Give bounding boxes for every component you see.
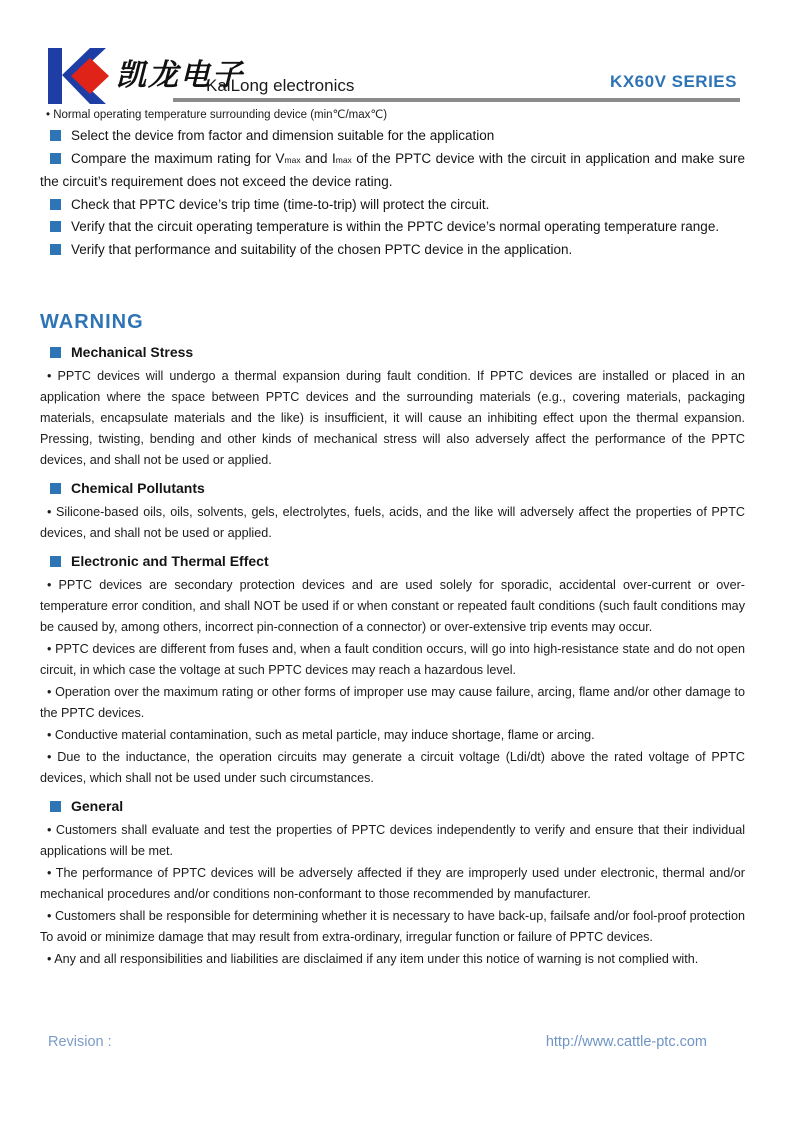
square-bullet-icon: [50, 801, 61, 812]
square-bullet-icon: [50, 153, 61, 164]
header-divider: [173, 98, 740, 102]
square-bullet-icon: [50, 483, 61, 494]
kailong-logo: [45, 47, 111, 105]
warning-paragraph: • Conductive material contamination, such as metal particle, may induce shortage, flame or arcing.: [47, 728, 595, 742]
warning-paragraph: • Due to the inductance, the operation circuits may generate a circuit voltage (Ldi/dt) above the rated voltage of PPTC devices, which shall not be used under such circumstances.: [40, 750, 745, 785]
warning-paragraph: • PPTC devices will undergo a thermal expansion during fault condition. If PPTC devices are installed or placed in an application where the space between PPTC devices and the surrounding materials (e.g., covering materials, packaging materials, encapsulate materials and the like) is insufficient, it will cause an inhibiting effect upon the thermal expansion. Pressing, twisting, bending and other kinds of mechanical stress will also adversely affect the performance of the PPTC devices, and shall not be used or applied.: [40, 369, 745, 467]
page-content: [40, 106, 745, 970]
warning-paragraph: • Silicone-based oils, oils, solvents, gels, electrolytes, fuels, acids, and the like will adversely affect the properties of PPTC devices, and shall not be used or applied.: [40, 505, 745, 540]
warning-paragraph: • Any and all responsibilities and liabilities are disclaimed if any item under this notice of warning is not complied with.: [47, 952, 699, 966]
warning-paragraph: • Customers shall evaluate and test the properties of PPTC devices independently to verify and ensure that their individual applications will be met.: [40, 823, 745, 858]
list-item-verify-performance: Verify that performance and suitability of the chosen PPTC device in the application.: [40, 239, 745, 261]
website-link[interactable]: http://www.cattle-ptc.com: [545, 1034, 707, 1050]
logo-k-icon: [45, 47, 111, 105]
warning-title: WARNING: [40, 311, 144, 333]
square-bullet-icon: [50, 221, 61, 232]
brand-name-english: KaiLong electronics: [206, 76, 355, 95]
list-item-verify-temperature: Verify that the circuit operating temperature is within the PPTC device’s normal operating temperature range.: [40, 216, 745, 238]
page-header: [0, 0, 793, 104]
brand-name-chinese: 凯龙电子: [116, 58, 244, 93]
section-heading-electronic-thermal-effect: Electronic and Thermal Effect: [40, 551, 745, 572]
vmax-subscript: max: [284, 154, 301, 165]
square-bullet-icon: [50, 199, 61, 210]
square-bullet-icon: [50, 130, 61, 141]
page-footer: [48, 1034, 707, 1050]
list-item-check-trip-time: Check that PPTC device’s trip time (time-to-trip) will protect the circuit.: [40, 194, 745, 216]
revision-label: Revision :: [48, 1034, 112, 1050]
warning-paragraph: • PPTC devices are secondary protection devices and are used solely for sporadic, accidental over-current or over-temperature error condition, and shall NOT be used if or when constant or repeated fault conditions (such fault conditions may be caused by, among others, incorrect pin-connection of a connector) or over-extensive trip events may occur.: [40, 578, 745, 634]
series-title: KX60V SERIES: [610, 72, 737, 91]
square-bullet-icon: [50, 556, 61, 567]
section-heading-chemical-pollutants: Chemical Pollutants: [40, 478, 745, 499]
imax-subscript: max: [335, 154, 352, 165]
list-item-select-device: Select the device from factor and dimension suitable for the application: [40, 125, 745, 147]
square-bullet-icon: [50, 347, 61, 358]
list-item-compare-rating: Compare the maximum rating for Vmax and Imax of the PPTC device with the circuit in application and make sure the circuit’s requirement does not exceed the device rating.: [40, 150, 745, 189]
warning-paragraph: • Operation over the maximum rating or other forms of improper use may cause failure, arcing, flame and/or other damage to the PPTC devices.: [40, 685, 745, 720]
warning-paragraph: • The performance of PPTC devices will be adversely affected if they are improperly used under electronic, thermal and/or mechanical procedures and/or conditions non-conformant to those recommended by manufacturer.: [40, 866, 745, 901]
square-bullet-icon: [50, 244, 61, 255]
warning-paragraph: • Customers shall be responsible for determining whether it is necessary to have back-up, failsafe and/or fool-proof protection To avoid or minimize damage that may result from extra-ordinary, irregular function or failure of PPTC devices.: [40, 909, 745, 944]
section-heading-general: General: [40, 796, 745, 817]
note-operating-temperature: • Normal operating temperature surrounding device (min℃/max℃): [46, 109, 388, 121]
warning-paragraph: • PPTC devices are different from fuses and, when a fault condition occurs, will go into high-resistance state and do not open circuit, in which case the voltage at such PPTC devices may reach a hazardous level.: [40, 642, 745, 677]
section-heading-mechanical-stress: Mechanical Stress: [40, 342, 745, 363]
